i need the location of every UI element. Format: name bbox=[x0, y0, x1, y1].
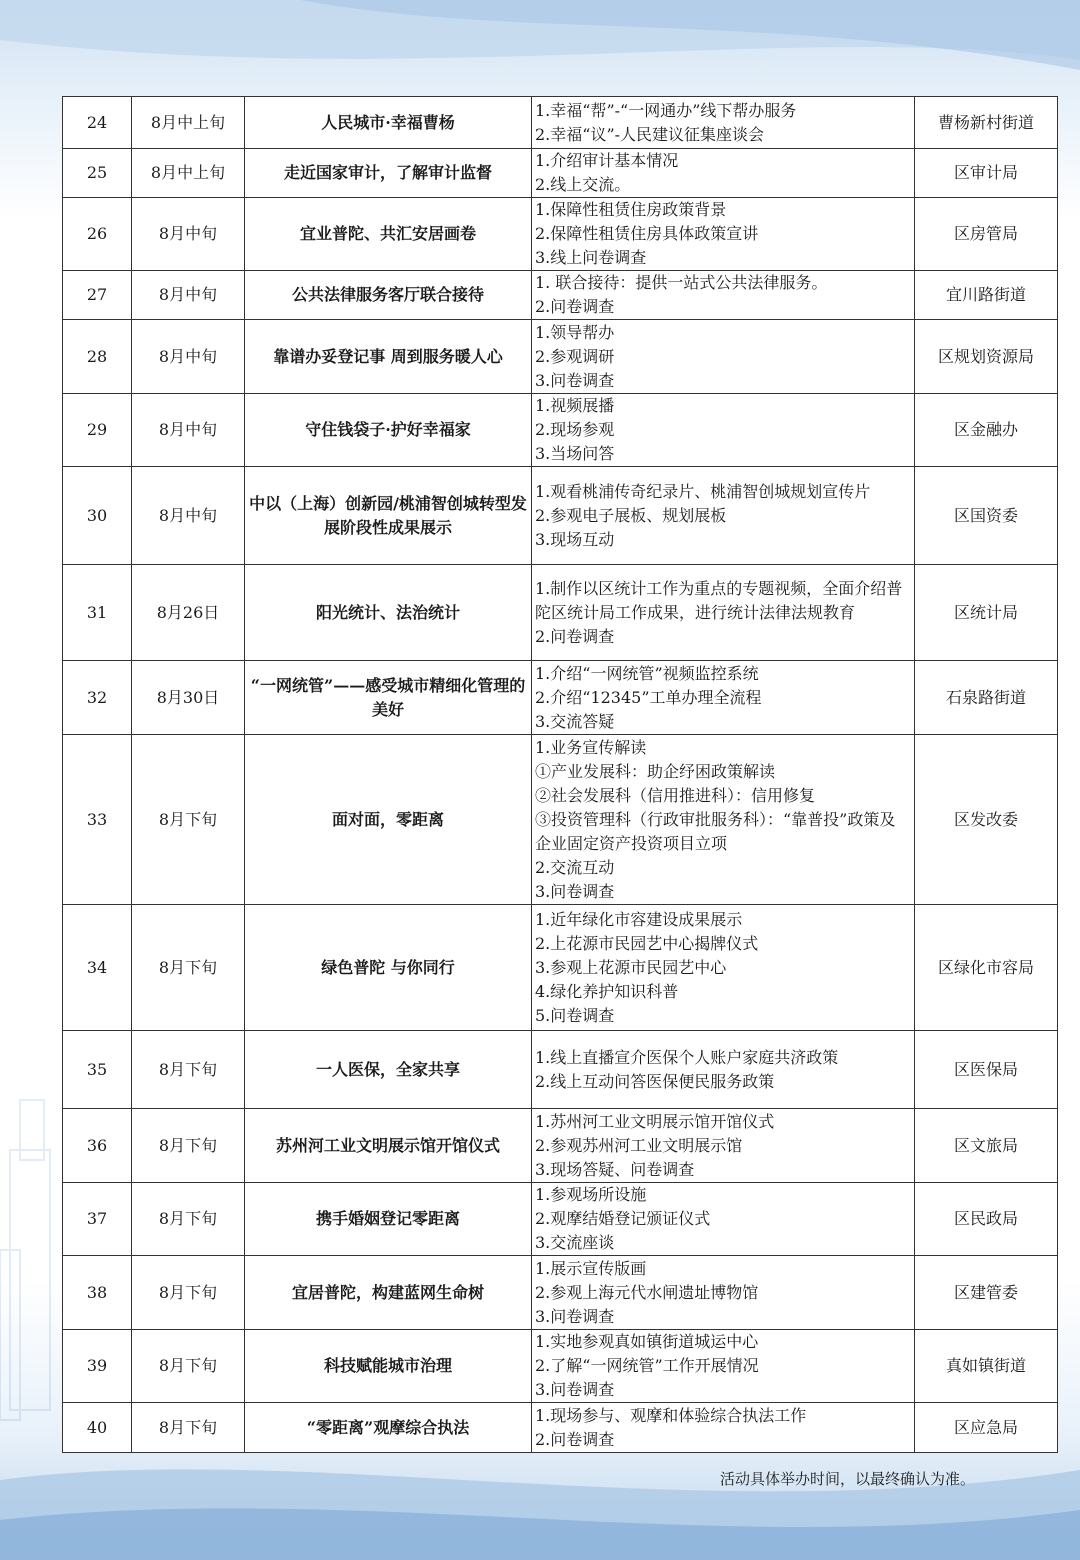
row-organizer: 区金融办 bbox=[915, 394, 1058, 467]
content-line: 2.参观调研 bbox=[535, 346, 615, 366]
row-date: 8月下旬 bbox=[132, 1330, 245, 1403]
row-title: “一网统管”——感受城市精细化管理的美好 bbox=[245, 661, 532, 735]
row-content bbox=[532, 467, 915, 565]
content-line: 2.问卷调查 bbox=[535, 626, 615, 646]
content-line: 2.幸福“议”-人民建议征集座谈会 bbox=[535, 124, 765, 144]
table-row bbox=[63, 735, 1058, 905]
content-line: 1.介绍审计基本情况 bbox=[535, 151, 679, 170]
row-content bbox=[532, 1031, 915, 1109]
content-line: 3.当场问答 bbox=[535, 444, 615, 463]
table-row bbox=[63, 149, 1058, 198]
row-date: 8月中旬 bbox=[132, 271, 245, 320]
content-line: 1.幸福“帮”-“一网通办”线下帮办服务 bbox=[535, 100, 797, 120]
row-number: 30 bbox=[63, 467, 132, 565]
row-content bbox=[532, 1183, 915, 1256]
row-title: 人民城市·幸福曹杨 bbox=[245, 97, 532, 149]
content-line: 1.保障性租赁住房政策背景 bbox=[535, 200, 727, 219]
row-number: 33 bbox=[63, 735, 132, 905]
table-row bbox=[63, 320, 1058, 394]
row-date: 8月中上旬 bbox=[132, 97, 245, 149]
content-line: 1.现场参与、观摩和体验综合执法工作 bbox=[535, 1405, 807, 1425]
content-line: 2.现场参观 bbox=[535, 420, 615, 439]
content-line: 3.交流座谈 bbox=[535, 1233, 615, 1252]
content-line: 3.问卷调查 bbox=[535, 881, 615, 901]
table-row bbox=[63, 905, 1058, 1031]
row-number: 26 bbox=[63, 198, 132, 271]
row-content bbox=[532, 271, 915, 320]
row-number: 38 bbox=[63, 1256, 132, 1330]
content-line: 1.实地参观真如镇街道城运中心 bbox=[535, 1332, 759, 1351]
row-title: 阳光统计、法治统计 bbox=[245, 565, 532, 661]
row-content bbox=[532, 1256, 915, 1330]
content-line: 1. 联合接待：提供一站式公共法律服务。 bbox=[535, 273, 828, 292]
row-number: 34 bbox=[63, 905, 132, 1031]
row-date: 8月下旬 bbox=[132, 1183, 245, 1256]
row-number: 36 bbox=[63, 1109, 132, 1183]
content-line: 1.展示宣传版画 bbox=[535, 1258, 647, 1278]
content-line: 2.问卷调查 bbox=[535, 1429, 615, 1449]
content-line: 1.视频展播 bbox=[535, 396, 615, 415]
table-row bbox=[63, 1031, 1058, 1109]
content-line: 1.观看桃浦传奇纪录片、桃浦智创城规划宣传片 bbox=[535, 481, 871, 501]
row-title: 携手婚姻登记零距离 bbox=[245, 1183, 532, 1256]
row-date: 8月下旬 bbox=[132, 1031, 245, 1109]
table-row bbox=[63, 467, 1058, 565]
content-line: 2.交流互动 bbox=[535, 857, 615, 877]
table-row bbox=[63, 1403, 1058, 1453]
row-organizer: 区应急局 bbox=[915, 1403, 1058, 1453]
row-date: 8月30日 bbox=[132, 661, 245, 735]
table-row bbox=[63, 198, 1058, 271]
row-date: 8月下旬 bbox=[132, 1256, 245, 1330]
row-organizer: 曹杨新村街道 bbox=[915, 97, 1058, 149]
row-organizer: 区国资委 bbox=[915, 467, 1058, 565]
row-organizer: 真如镇街道 bbox=[915, 1330, 1058, 1403]
row-number: 32 bbox=[63, 661, 132, 735]
table-row bbox=[63, 97, 1058, 149]
content-line: 1.业务宣传解读 bbox=[535, 737, 647, 757]
row-number: 27 bbox=[63, 271, 132, 320]
content-line: 1.领导帮办 bbox=[535, 322, 615, 342]
row-content bbox=[532, 97, 915, 149]
table-row bbox=[63, 271, 1058, 320]
row-number: 28 bbox=[63, 320, 132, 394]
row-content bbox=[532, 1403, 915, 1453]
row-title: 面对面，零距离 bbox=[245, 735, 532, 905]
row-title: 中以（上海）创新园/桃浦智创城转型发展阶段性成果展示 bbox=[245, 467, 532, 565]
city-skyline-watermark bbox=[0, 1100, 50, 1420]
row-date: 8月下旬 bbox=[132, 735, 245, 905]
row-number: 24 bbox=[63, 97, 132, 149]
row-date: 8月26日 bbox=[132, 565, 245, 661]
content-line: ③投资管理科（行政审批服务科）：“靠普投”政策及企业固定资产投资项目立项 bbox=[535, 809, 896, 853]
row-title: 苏州河工业文明展示馆开馆仪式 bbox=[245, 1109, 532, 1183]
row-content bbox=[532, 565, 915, 661]
content-line: 2.介绍“12345”工单办理全流程 bbox=[535, 687, 762, 707]
content-line: 2.观摩结婚登记颁证仪式 bbox=[535, 1209, 711, 1228]
row-organizer: 宜川路街道 bbox=[915, 271, 1058, 320]
content-line: 3.交流答疑 bbox=[535, 711, 615, 731]
row-organizer: 区房管局 bbox=[915, 198, 1058, 271]
row-organizer: 区民政局 bbox=[915, 1183, 1058, 1256]
content-line: 3.问卷调查 bbox=[535, 370, 615, 390]
content-line: ①产业发展科：助企纾困政策解读 bbox=[535, 761, 776, 781]
content-line: 3.问卷调查 bbox=[535, 1306, 615, 1326]
row-organizer: 区规划资源局 bbox=[915, 320, 1058, 394]
content-line: 1.苏州河工业文明展示馆开馆仪式 bbox=[535, 1111, 775, 1131]
content-line: 4.绿化养护知识科普 bbox=[535, 981, 679, 1001]
row-content bbox=[532, 1330, 915, 1403]
row-number: 31 bbox=[63, 565, 132, 661]
row-title: 一人医保，全家共享 bbox=[245, 1031, 532, 1109]
row-date: 8月下旬 bbox=[132, 905, 245, 1031]
content-line: 1.近年绿化市容建设成果展示 bbox=[535, 909, 743, 929]
row-title: 绿色普陀 与你同行 bbox=[245, 905, 532, 1031]
row-title: 靠谱办妥登记事 周到服务暖人心 bbox=[245, 320, 532, 394]
row-number: 29 bbox=[63, 394, 132, 467]
content-line: 2.参观苏州河工业文明展示馆 bbox=[535, 1135, 743, 1155]
table-row bbox=[63, 565, 1058, 661]
table-row bbox=[63, 1256, 1058, 1330]
row-organizer: 区建管委 bbox=[915, 1256, 1058, 1330]
row-organizer: 区统计局 bbox=[915, 565, 1058, 661]
row-number: 35 bbox=[63, 1031, 132, 1109]
row-content bbox=[532, 149, 915, 198]
content-line: 1.参观场所设施 bbox=[535, 1185, 647, 1204]
row-title: 公共法律服务客厅联合接待 bbox=[245, 271, 532, 320]
row-content bbox=[532, 320, 915, 394]
footnote: 活动具体举办时间，以最终确认为准。 bbox=[720, 1470, 976, 1488]
row-content bbox=[532, 394, 915, 467]
content-line: 2.上花源市民园艺中心揭牌仪式 bbox=[535, 933, 759, 953]
content-line: 2.参观电子展板、规划展板 bbox=[535, 505, 727, 525]
row-number: 25 bbox=[63, 149, 132, 198]
row-title: 科技赋能城市治理 bbox=[245, 1330, 532, 1403]
table-row bbox=[63, 661, 1058, 735]
row-title: 守住钱袋子·护好幸福家 bbox=[245, 394, 532, 467]
row-date: 8月中旬 bbox=[132, 320, 245, 394]
row-date: 8月下旬 bbox=[132, 1109, 245, 1183]
content-line: 2.了解“一网统管”工作开展情况 bbox=[535, 1356, 759, 1375]
row-date: 8月中上旬 bbox=[132, 149, 245, 198]
activity-table bbox=[62, 96, 1058, 1453]
content-line: 5.问卷调查 bbox=[535, 1005, 615, 1025]
row-content bbox=[532, 198, 915, 271]
row-date: 8月中旬 bbox=[132, 394, 245, 467]
content-line: 2.问卷调查 bbox=[535, 297, 615, 316]
row-content bbox=[532, 1109, 915, 1183]
content-line: 1.介绍“一网统管”视频监控系统 bbox=[535, 663, 759, 683]
row-title: 走近国家审计，了解审计监督 bbox=[245, 149, 532, 198]
content-line: 2.线上交流。 bbox=[535, 175, 631, 194]
row-title: 宜居普陀，构建蓝网生命树 bbox=[245, 1256, 532, 1330]
content-line: 3.线上问卷调查 bbox=[535, 248, 647, 267]
row-number: 40 bbox=[63, 1403, 132, 1453]
row-number: 39 bbox=[63, 1330, 132, 1403]
table-row bbox=[63, 1330, 1058, 1403]
content-line: 2.保障性租赁住房具体政策宣讲 bbox=[535, 224, 759, 243]
row-organizer: 区医保局 bbox=[915, 1031, 1058, 1109]
content-line: 2.线上互动问答医保便民服务政策 bbox=[535, 1071, 775, 1091]
table-row bbox=[63, 394, 1058, 467]
row-title: “零距离”观摩综合执法 bbox=[245, 1403, 532, 1453]
table-row bbox=[63, 1109, 1058, 1183]
row-date: 8月下旬 bbox=[132, 1403, 245, 1453]
content-line: 3.现场答疑、问卷调查 bbox=[535, 1159, 695, 1179]
content-line: 1.线上直播宣介医保个人账户家庭共济政策 bbox=[535, 1047, 839, 1067]
content-line: 2.参观上海元代水闸遗址博物馆 bbox=[535, 1282, 759, 1302]
content-line: 3.现场互动 bbox=[535, 529, 615, 549]
content-line: 1.制作以区统计工作为重点的专题视频，全面介绍普陀区统计局工作成果，进行统计法律法规教育 bbox=[535, 578, 903, 622]
row-number: 37 bbox=[63, 1183, 132, 1256]
row-title: 宜业普陀、共汇安居画卷 bbox=[245, 198, 532, 271]
row-organizer: 区文旅局 bbox=[915, 1109, 1058, 1183]
row-date: 8月中旬 bbox=[132, 198, 245, 271]
row-organizer: 区绿化市容局 bbox=[915, 905, 1058, 1031]
content-line: 3.参观上花源市民园艺中心 bbox=[535, 957, 727, 977]
row-content bbox=[532, 905, 915, 1031]
row-organizer: 石泉路街道 bbox=[915, 661, 1058, 735]
table-row bbox=[63, 1183, 1058, 1256]
row-organizer: 区发改委 bbox=[915, 735, 1058, 905]
row-date: 8月中旬 bbox=[132, 467, 245, 565]
content-line: 3.问卷调查 bbox=[535, 1380, 615, 1399]
row-organizer: 区审计局 bbox=[915, 149, 1058, 198]
content-line: ②社会发展科（信用推进科）：信用修复 bbox=[535, 785, 816, 805]
row-content bbox=[532, 661, 915, 735]
row-content bbox=[532, 735, 915, 905]
